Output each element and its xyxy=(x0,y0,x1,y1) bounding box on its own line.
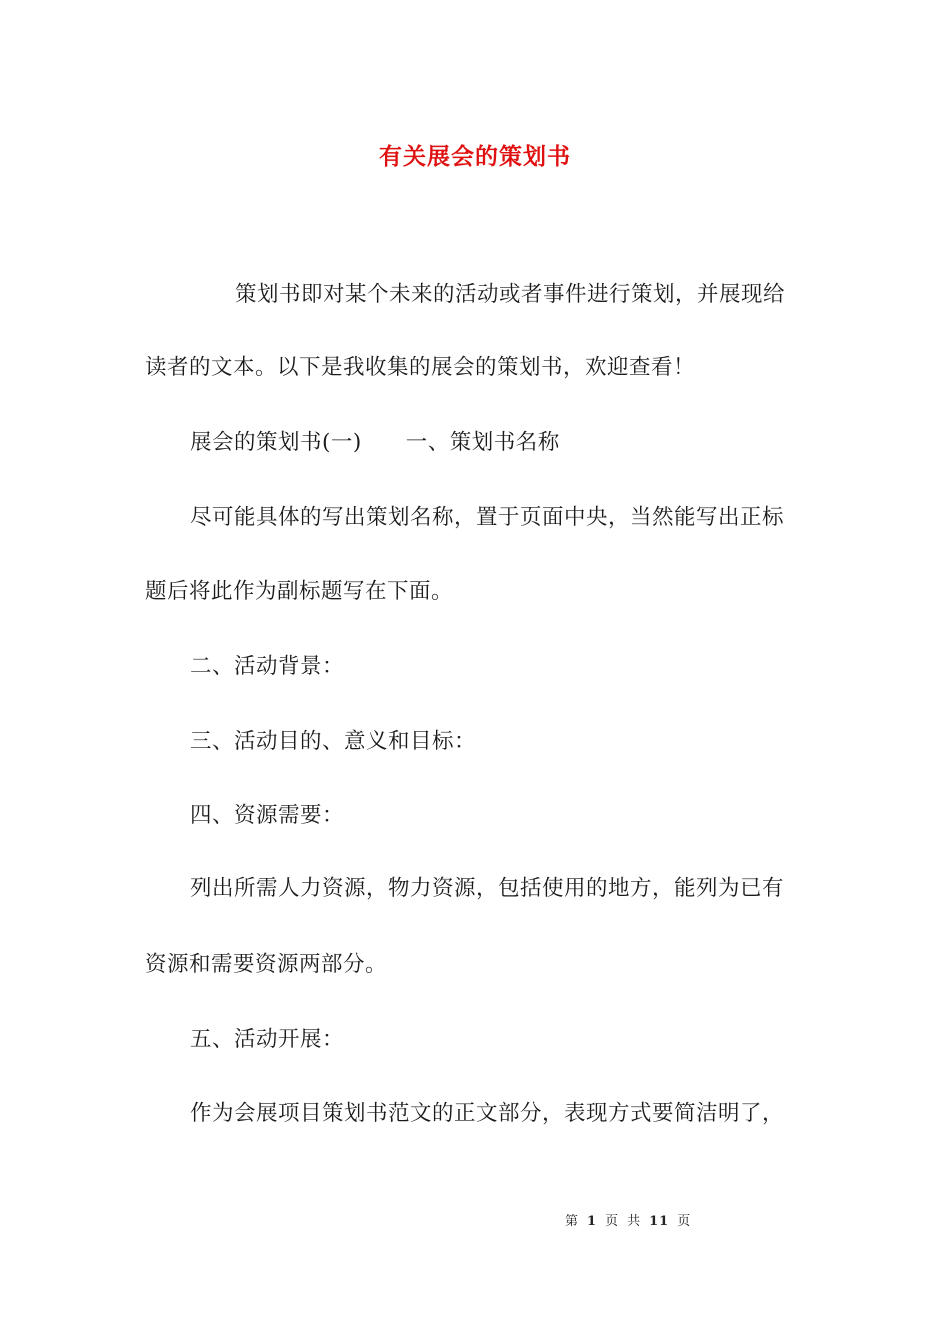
footer-total-word: 共 xyxy=(627,1214,642,1229)
paragraph-line: 尽可能具体的写出策划名称，置于页面中央，当然能写出正标 xyxy=(190,505,785,530)
paragraph-line: 资源和需要资源两部分。 xyxy=(145,952,388,977)
page-number-footer xyxy=(565,1210,699,1229)
paragraph-line: 策划书即对某个未来的活动或者事件进行策划，并展现给 xyxy=(235,282,786,307)
footer-prefix: 第 xyxy=(565,1214,580,1229)
footer-current-page: 1 xyxy=(587,1214,598,1229)
paragraph-line: 读者的文本。以下是我收集的展会的策划书，欢迎查看！ xyxy=(145,355,696,380)
paragraph-line: 题后将此作为副标题写在下面。 xyxy=(145,579,454,604)
document-title: 有关展会的策划书 xyxy=(379,143,571,170)
paragraph-line: 五、活动开展： xyxy=(190,1027,345,1052)
footer-page-word: 页 xyxy=(605,1214,620,1229)
paragraph-line: 二、活动背景： xyxy=(190,654,345,679)
paragraph-line: 三、活动目的、意义和目标： xyxy=(190,729,477,754)
paragraph-line: 列出所需人力资源，物力资源，包括使用的地方，能列为已有 xyxy=(190,876,785,901)
footer-suffix: 页 xyxy=(677,1214,692,1229)
paragraph-line: 四、资源需要： xyxy=(190,803,345,828)
paragraph-line: 作为会展项目策划书范文的正文部分，表现方式要简洁明了， xyxy=(190,1101,785,1126)
footer-total-pages: 11 xyxy=(649,1214,670,1229)
paragraph-line: 展会的策划书(一) 一、策划书名称 xyxy=(190,430,560,455)
